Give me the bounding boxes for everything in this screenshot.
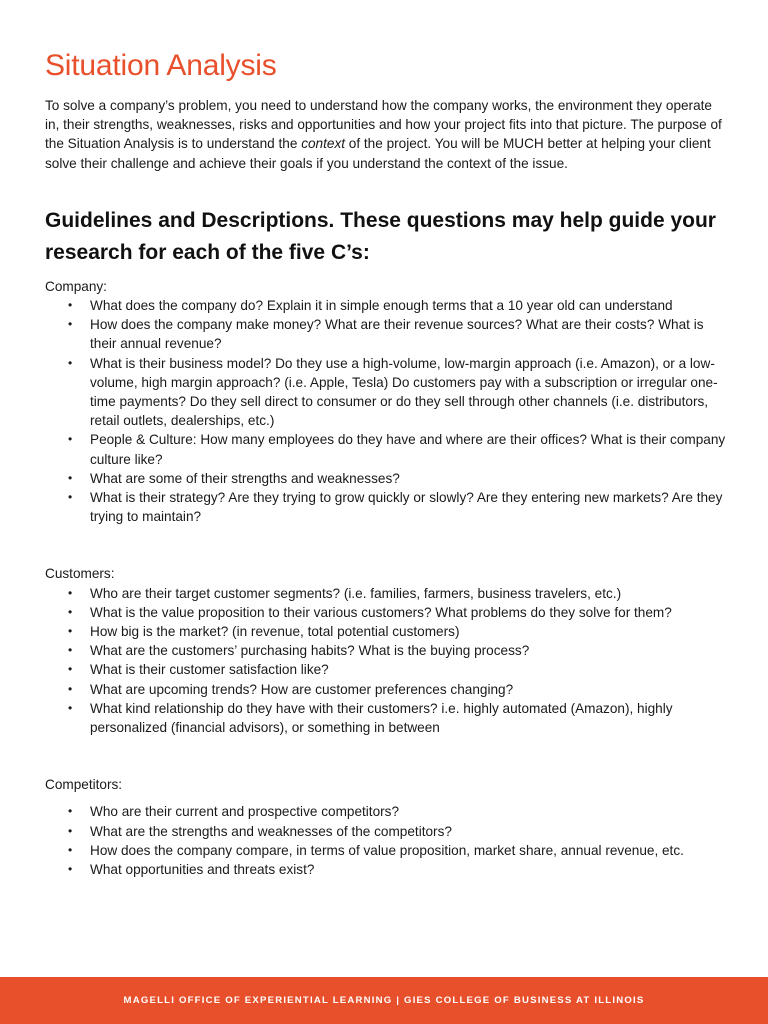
competitors-question-list xyxy=(45,802,730,879)
list-item: • What is their business model? Do they use a high-volume, low-margin approach (i.e. Amazon), or a low-volume, high margin approach? (i.e. Apple, Tesla) Do customers pay with a subscription or irregular one-time payments? Do they sell direct to consumer or do they sell through other channels (i.e. distributors, retail outlets, dealerships, etc.) xyxy=(68,355,718,429)
intro-text-part2: of the project. You will be MUCH better at helping your client solve their challenge and achieve their goals if you understand the context of the issue. xyxy=(45,136,711,171)
intro-paragraph xyxy=(45,96,730,173)
bullet-icon: • xyxy=(68,624,73,639)
list-item: • Who are their target customer segments? (i.e. families, farmers, business travelers, etc.) xyxy=(45,584,730,603)
list-item: • How does the company compare, in terms of value proposition, market share, annual revenue, etc. xyxy=(45,841,730,860)
document-page xyxy=(45,48,730,879)
list-item: • What does the company do? Explain it in simple enough terms that a 10 year old can understand xyxy=(45,296,730,315)
bullet-icon: • xyxy=(68,298,73,313)
bullet-icon: • xyxy=(68,355,73,370)
section-competitors xyxy=(45,775,730,879)
list-item: • What is their strategy? Are they trying to grow quickly or slowly? Are they entering new markets? Are they trying to maintain? xyxy=(68,490,723,525)
footer-text: MAGELLI OFFICE OF EXPERIENTIAL LEARNING | GIES COLLEGE OF BUSINESS AT ILLINOIS xyxy=(123,995,645,1006)
bullet-icon: • xyxy=(68,700,73,715)
bullet-icon: • xyxy=(68,604,73,619)
customers-question-list xyxy=(45,584,730,738)
bullet-icon: • xyxy=(68,470,73,485)
section-label-competitors: Competitors: xyxy=(45,777,123,793)
list-item: • What is their customer satisfaction like? xyxy=(45,660,730,679)
bullet-icon: • xyxy=(68,681,73,696)
bullet-icon: • xyxy=(68,662,73,677)
list-item: • What is the value proposition to their various customers? What problems do they solve for them? xyxy=(45,603,730,622)
intro-text-part1: To solve a company’s problem, you need to understand how the company works, the environment they operate in, their strengths, weaknesses, risks and opportunities and how your project fits into that picture. The purpose of the Situation Analysis is to understand the xyxy=(45,98,722,152)
bullet-icon: • xyxy=(68,585,73,600)
bullet-icon: • xyxy=(68,432,73,447)
list-item: • What kind relationship do they have with their customers? i.e. highly automated (Amazon), highly personalized (financial advisors), or something in between xyxy=(68,700,673,736)
section-customers xyxy=(45,564,730,737)
guidelines-heading: Guidelines and Descriptions. These questions may help guide your research for each of the five C’s: xyxy=(45,208,716,264)
bullet-icon: • xyxy=(68,862,73,877)
list-item: • What are the customers’ purchasing habits? What is the buying process? xyxy=(45,641,730,660)
list-item: • How big is the market? (in revenue, total potential customers) xyxy=(45,622,730,641)
bullet-icon: • xyxy=(68,804,73,819)
section-label-customers: Customers: xyxy=(45,566,115,582)
list-item: • Who are their current and prospective competitors? xyxy=(45,802,730,821)
company-question-list xyxy=(45,296,730,526)
bullet-icon: • xyxy=(68,643,73,658)
section-company xyxy=(45,277,730,527)
section-label-company: Company: xyxy=(45,278,107,294)
page-title: Situation Analysis xyxy=(45,49,277,82)
intro-emphasis: context xyxy=(301,136,346,152)
list-item: • What are upcoming trends? How are customer preferences changing? xyxy=(45,680,730,699)
bullet-icon: • xyxy=(68,842,73,857)
list-item: • People & Culture: How many employees do they have and where are their offices? What is their company culture like? xyxy=(68,432,726,467)
bullet-icon: • xyxy=(68,317,73,332)
list-item: • How does the company make money? What are their revenue sources? What are their costs? What is their annual revenue? xyxy=(68,317,704,352)
list-item: • What opportunities and threats exist? xyxy=(45,860,730,879)
footer-banner xyxy=(0,977,768,1024)
list-item: • What are some of their strengths and weaknesses? xyxy=(45,469,730,488)
bullet-icon: • xyxy=(68,490,73,505)
bullet-icon: • xyxy=(68,823,73,838)
list-item: • What are the strengths and weaknesses of the competitors? xyxy=(45,822,730,841)
